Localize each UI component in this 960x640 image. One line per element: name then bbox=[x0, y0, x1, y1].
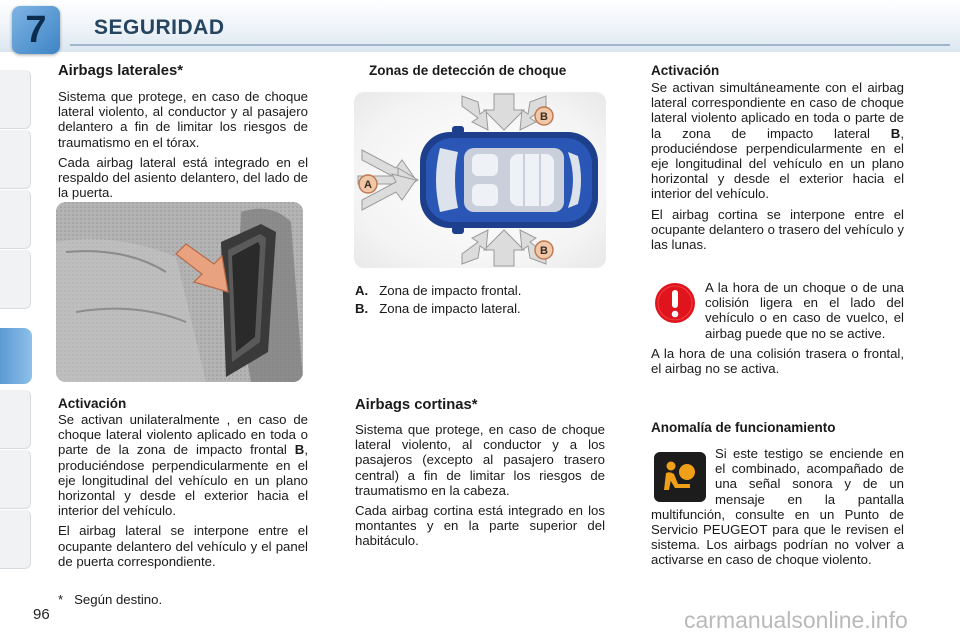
legend-key: A. bbox=[355, 283, 369, 298]
zone-ref: B bbox=[294, 442, 305, 458]
footnote-marker: * bbox=[58, 592, 64, 607]
legend-text: Zona de impacto frontal. bbox=[379, 283, 522, 298]
text-run: Se activan simultáneamente con el airbag lateral correspondiente en caso de choque lateral violento aplicado en toda o parte de la zona de impacto lateral bbox=[651, 80, 904, 141]
chapter-tab-active[interactable] bbox=[0, 328, 32, 384]
warning-note bbox=[651, 280, 904, 381]
paragraph bbox=[58, 412, 308, 518]
icon-spacer bbox=[651, 446, 715, 504]
paragraph bbox=[651, 280, 904, 341]
side-activation-text bbox=[58, 412, 308, 574]
diagram-title: Zonas de detección de choque bbox=[369, 63, 567, 78]
paragraph: Sistema que protege, en caso de choque lateral violento, al conductor y a los pasajeros (excepto al pasajero trasero central) a fin de limitar los riesgos de traumatismo en la cabeza. bbox=[355, 422, 605, 498]
chapter-tab[interactable] bbox=[0, 510, 31, 569]
paragraph: Cada airbag lateral está integrado en el respaldo del asiento delantero, del lado de la puerta. bbox=[58, 154, 308, 201]
footnote-text: Según destino. bbox=[74, 592, 163, 607]
paragraph: A la hora de una colisión trasera o frontal, el airbag no se activa. bbox=[651, 345, 904, 377]
marker-a-label: A bbox=[364, 179, 372, 191]
chapter-tab[interactable] bbox=[0, 130, 31, 189]
side-airbags-intro bbox=[58, 89, 308, 205]
paragraph: El airbag cortina se interpone entre el ocupante delantero o trasero del vehículo y las lunas. bbox=[651, 206, 904, 253]
malfunction-text bbox=[651, 446, 904, 573]
legend-text: Zona de impacto lateral. bbox=[379, 301, 521, 316]
marker-b-label: B bbox=[540, 245, 548, 257]
chapter-tab[interactable] bbox=[0, 390, 31, 449]
malfunction-heading: Anomalía de funcionamiento bbox=[651, 420, 836, 435]
text-run: , produciéndose perpendicularmente en el eje longitudinal del vehículo en un plano horizontal y desde el exterior hacia el interior del vehículo. bbox=[58, 442, 308, 519]
diagram-legend bbox=[355, 282, 605, 318]
chapter-tab[interactable] bbox=[0, 450, 31, 509]
legend-item bbox=[355, 300, 605, 318]
text-run: Si este testigo se enciende en el combinado, acompañado de una señal sonora y de un mensaje en la pantalla multifunción, consulte en un Punto de Servicio PEUGEOT para que le revisen el sistema. Los airbags podrían no volver a activarse en caso de choque violento. bbox=[651, 446, 904, 568]
crash-zones-diagram bbox=[354, 92, 606, 268]
chapter-badge: 7 bbox=[12, 6, 60, 54]
chapter-tab[interactable] bbox=[0, 190, 31, 249]
side-activation-heading: Activación bbox=[58, 396, 127, 411]
paragraph: Cada airbag cortina está integrado en los montantes y en la parte superior del habitáculo. bbox=[355, 503, 605, 549]
text-run: Se activan unilateralmente , en caso de choque lateral violento aplicado en toda o parte de la zona de impacto frontal bbox=[58, 412, 308, 458]
paragraph bbox=[651, 446, 904, 568]
zone-ref: B bbox=[890, 125, 901, 141]
header-divider bbox=[70, 44, 950, 46]
side-airbags-title: Airbags laterales* bbox=[58, 63, 184, 79]
paragraph bbox=[651, 80, 904, 202]
curtain-airbags-text bbox=[355, 422, 605, 554]
watermark: carmanualsonline.info bbox=[684, 607, 908, 633]
chapter-tab[interactable] bbox=[0, 250, 31, 309]
marker-b-label: B bbox=[540, 111, 548, 123]
paragraph: El airbag lateral se interpone entre el ocupante delantero del vehículo y el panel de puerta correspondiente. bbox=[58, 523, 308, 569]
curtain-activation-heading: Activación bbox=[651, 63, 720, 78]
footnote bbox=[58, 592, 162, 607]
chapter-tab[interactable] bbox=[0, 70, 31, 129]
curtain-activation-text bbox=[651, 80, 904, 257]
text-run: , produciéndose perpendicularmente en el eje longitudinal del vehículo en un plano horizontal y desde el exterior hacia el interior del vehículo. bbox=[651, 125, 904, 202]
page-title: SEGURIDAD bbox=[94, 16, 225, 39]
curtain-airbags-title: Airbags cortinas* bbox=[355, 397, 478, 413]
icon-spacer bbox=[651, 280, 705, 332]
text-run: A la hora de un choque o de una colisión ligera en el lado del vehículo o en caso de vuelco, el airbag puede que no se active. bbox=[705, 280, 904, 341]
legend-key: B. bbox=[355, 301, 369, 316]
page-number: 96 bbox=[33, 606, 50, 623]
paragraph: Sistema que protege, en caso de choque lateral violento, al conductor y al pasajero delantero a fin de limitar los riesgos de traumatismo en el tórax. bbox=[58, 89, 308, 150]
seat-airbag-photo bbox=[56, 202, 303, 382]
legend-item bbox=[355, 282, 605, 300]
